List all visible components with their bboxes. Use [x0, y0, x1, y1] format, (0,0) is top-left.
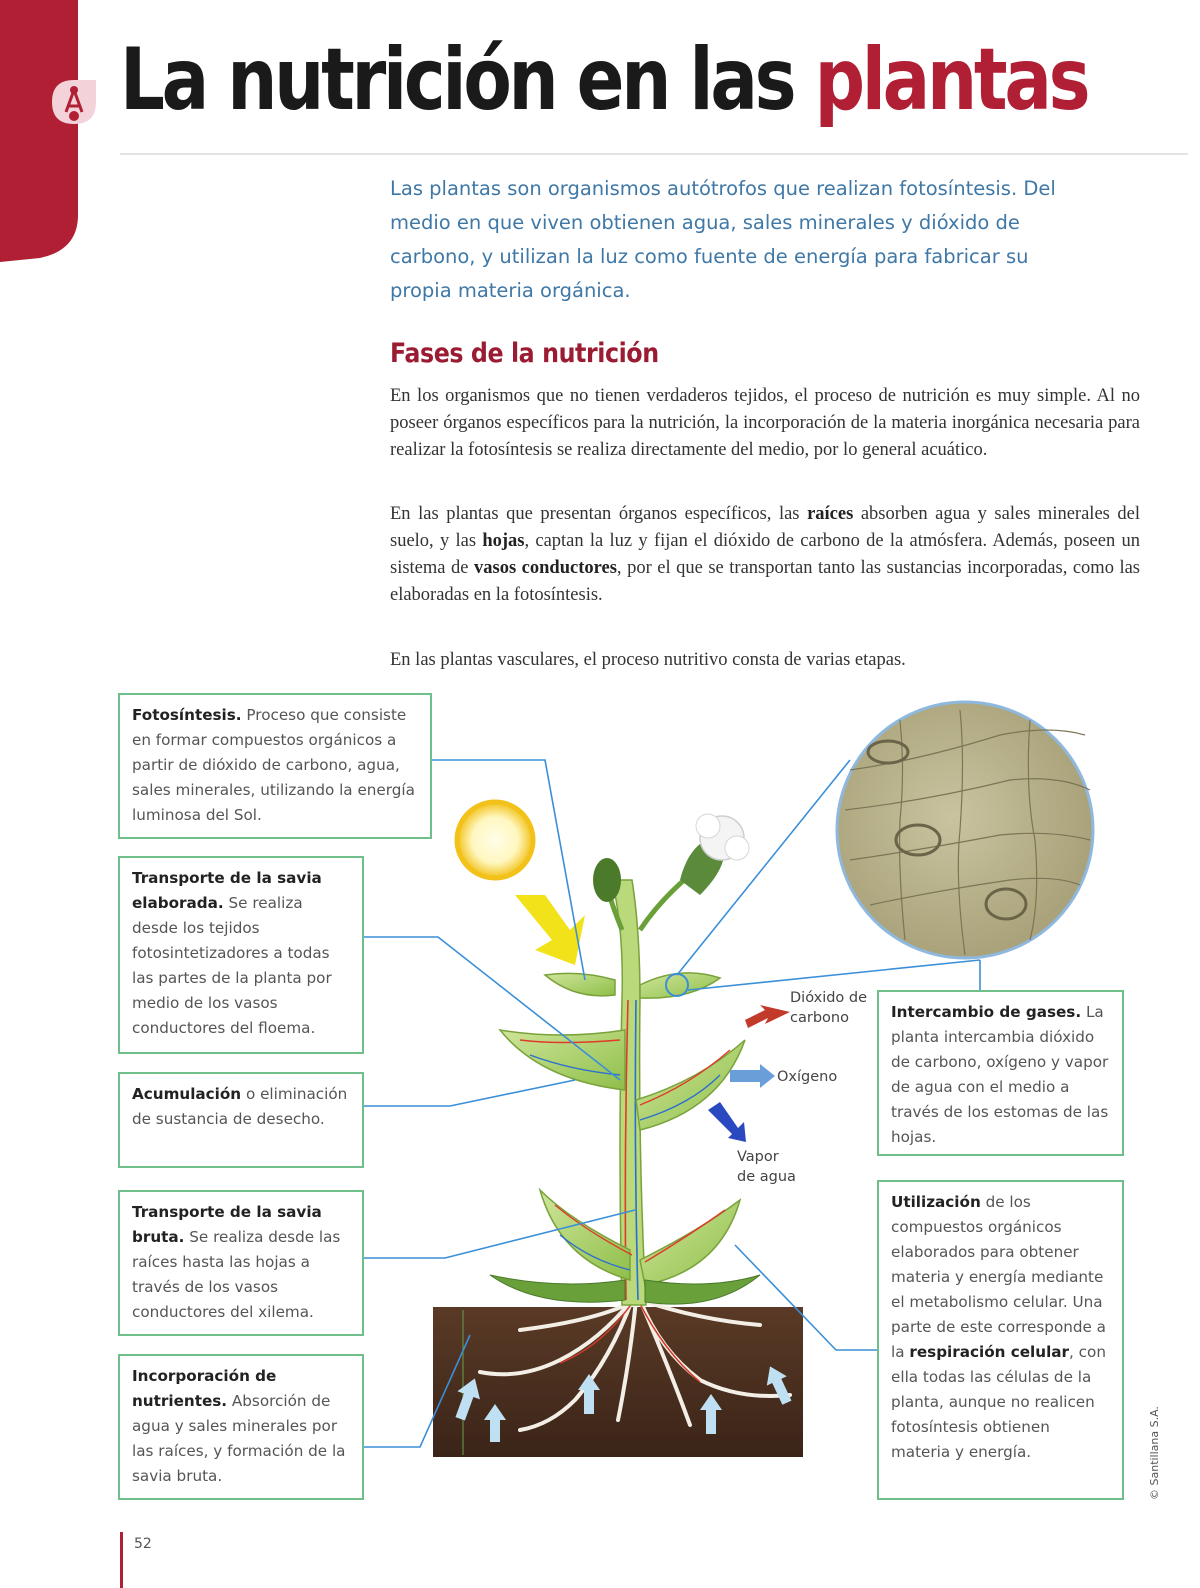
- box-fotosintesis: [118, 693, 432, 839]
- text-run: En las plantas que presentan órganos específicos, las: [390, 504, 808, 524]
- label-vapor: Vapor de agua: [737, 1149, 796, 1185]
- bold-raices: raíces: [807, 504, 854, 524]
- box-text: Se realiza desde las raíces hasta las hojas a través de los vasos conductores del xilema.: [132, 1228, 341, 1321]
- page-number: 52: [134, 1536, 152, 1552]
- box-text: o eliminación de sustancia de desecho.: [132, 1085, 348, 1128]
- box-intercambio: [877, 990, 1124, 1156]
- box-savia-bruta: [118, 1190, 364, 1336]
- box-text: , con ella todas las células de la planta, aunque no realicen fotosíntesis obtienen materia y energía.: [891, 1343, 1106, 1461]
- label-dioxido: Dióxido de carbono: [790, 990, 868, 1026]
- page-bar: [120, 1532, 123, 1588]
- text-run: absorben agua y sales minerales del suelo, y las: [390, 504, 1140, 551]
- box-text: Se realiza desde los tejidos fotosintetizadores a todas las partes de la planta por medio de los vasos conductores del floema.: [132, 894, 332, 1037]
- box-text: Absorción de agua y sales minerales por las raíces, y formación de la savia bruta.: [132, 1392, 346, 1485]
- sun: [457, 802, 533, 878]
- text-run: , por el que se transportan tanto las sustancias incorporadas, como las elaboradas en la fotosíntesis.: [390, 558, 1141, 605]
- title-accent: plantas: [814, 30, 1088, 130]
- vapor-arrow: [708, 1102, 746, 1142]
- box-incorporacion: [118, 1354, 364, 1500]
- body-paragraph-2: [390, 501, 1140, 609]
- box-title: Acumulación: [132, 1085, 242, 1103]
- title-main: La nutrición en las: [120, 30, 815, 130]
- box-savia-elaborada: [118, 856, 364, 1054]
- box-title: Transporte de la savia elaborada.: [132, 869, 322, 912]
- flower: [593, 814, 749, 930]
- label-oxigeno: Oxígeno: [777, 1069, 838, 1085]
- intro-paragraph: Las plantas son organismos autótrofos que realizan fotosíntesis. Del medio en que viven obtienen agua, sales minerales y dióxido de carbono, y utilizan la luz como fuente de energía para fabricar su propia materia orgánica.: [390, 177, 1056, 302]
- box-title: Transporte de la savia bruta.: [132, 1203, 322, 1246]
- section-heading: Fases de la nutrición: [390, 338, 659, 369]
- plant-section-icon: [44, 72, 104, 132]
- light-arrow: [515, 895, 585, 965]
- page-title: [120, 20, 1087, 140]
- box-text: de los compuestos orgánicos elaborados para obtener materia y energía mediante el metabolismo celular. Una parte de este corresponde a la: [891, 1193, 1106, 1361]
- stomata-micrograph: [837, 702, 1093, 958]
- text-run: , captan la luz y fijan el dióxido de carbono de la atmósfera. Además, poseen un sistema de: [390, 531, 1140, 578]
- box-title: Incorporación de nutrientes.: [132, 1367, 277, 1410]
- box-text: La planta intercambia dióxido de carbono, oxígeno y vapor de agua con el medio a través de los estomas de las hojas.: [891, 1003, 1109, 1146]
- box-title: Intercambio de gases.: [891, 1003, 1082, 1021]
- stem: [612, 880, 646, 1305]
- box-acumulacion: [118, 1072, 364, 1168]
- copyright: © Santillana S.A.: [1148, 1406, 1161, 1500]
- box-utilizacion: [877, 1180, 1124, 1500]
- title-rule: [120, 153, 1188, 155]
- co2-arrow: [745, 1005, 790, 1028]
- box-bold-term: respiración celular: [909, 1343, 1070, 1361]
- bold-vasos: vasos conductores: [474, 558, 617, 578]
- box-text: Proceso que consiste en formar compuestos orgánicos a partir de dióxido de carbono, agua, sales minerales, utilizando la energía luminosa del Sol.: [132, 706, 415, 824]
- body-paragraph-3: En las plantas vasculares, el proceso nutritivo consta de varias etapas.: [390, 650, 906, 670]
- bold-hojas: hojas: [482, 531, 525, 551]
- box-title: Fotosíntesis.: [132, 706, 242, 724]
- box-title: Utilización: [891, 1193, 981, 1211]
- body-paragraph-1: En los organismos que no tienen verdaderos tejidos, el proceso de nutrición es muy simple. Al no poseer órganos específicos para la nutrición, la incorporación de la materia inorgánica necesaria para realizar la fotosíntesis se realiza directamente del medio, por lo general acuático.: [390, 386, 1140, 460]
- oxygen-arrow: [730, 1064, 775, 1088]
